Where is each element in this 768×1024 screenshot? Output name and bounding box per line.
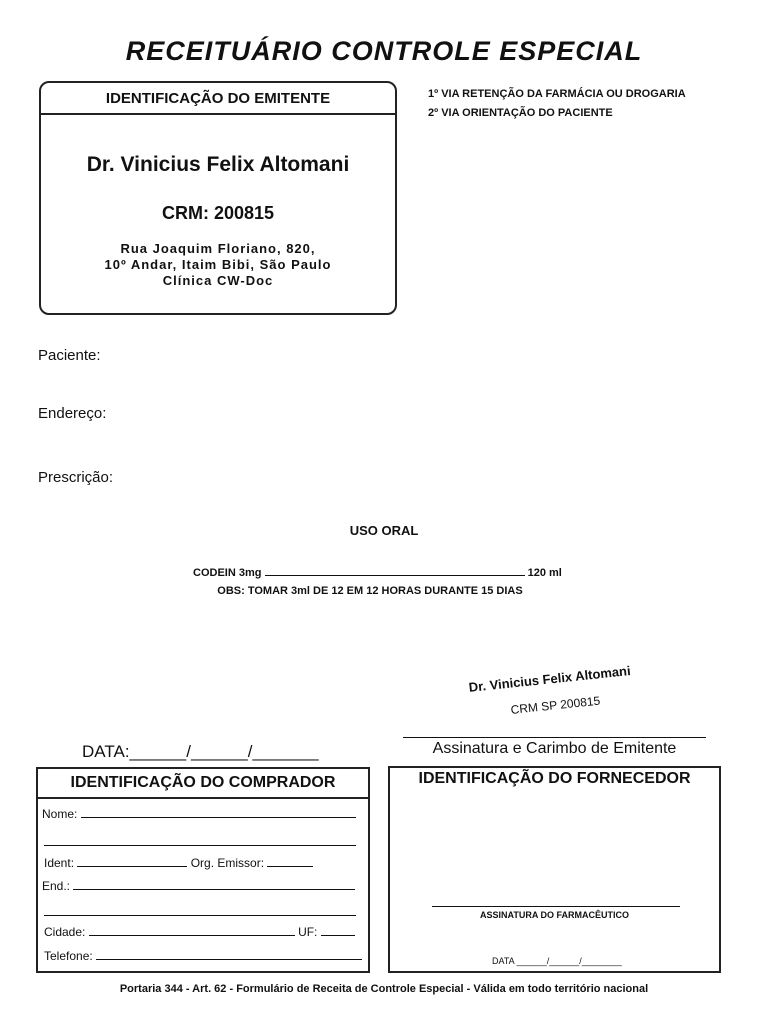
prescription-obs: OBS: TOMAR 3ml DE 12 EM 12 HORAS DURANTE 15 DIAS [217,585,523,597]
route-label: USO ORAL [349,523,419,538]
emitente-box [39,81,397,315]
telefone-line[interactable] [96,959,362,960]
address-line-1: Rua Joaquim Floriano, 820, [120,241,316,256]
paciente-label: Paciente: [38,347,101,364]
nome-row-2[interactable] [44,831,356,849]
via-1: 1º VIA RETENÇÃO DA FARMÁCIA OU DROGARIA [428,88,686,100]
drug-quantity: 120 ml [527,567,562,579]
stamp-crm: CRM SP 200815 [510,693,601,717]
nome-line[interactable] [81,817,356,818]
signature-label: Assinatura e Carimbo de Emitente [432,740,677,757]
end-row[interactable] [42,879,355,893]
doctor-crm: CRM: 200815 [161,203,275,223]
footer-text: Portaria 344 - Art. 62 - Formulário de Receita de Controle Especial - Válida em todo território nacional [119,983,649,995]
date-field[interactable]: DATA:______/______/_______ [82,742,319,761]
emitente-heading: IDENTIFICAÇÃO DO EMITENTE [41,83,395,115]
farmaceutico-signature-line[interactable] [432,906,680,907]
nome-label: Nome: [42,807,78,821]
end-row-2[interactable] [44,901,356,919]
drug-fill-line [265,575,525,576]
endereco-label: Endereço: [38,405,107,422]
end-label: End.: [42,879,71,893]
cidade-label: Cidade: [44,925,86,939]
via-2: 2º VIA ORIENTAÇÃO DO PACIENTE [428,107,613,119]
prescription-line [193,567,562,579]
uf-label: UF: [298,925,318,939]
signature-line [403,737,706,738]
end-line[interactable] [73,889,355,890]
org-emissor-label: Org. Emissor: [190,856,265,870]
fornecedor-date-field[interactable]: DATA ______/______/________ [492,956,622,966]
ident-line[interactable] [77,866,187,867]
form-title: RECEITUÁRIO CONTROLE ESPECIAL [125,36,643,66]
org-emissor-line[interactable] [267,866,313,867]
prescricao-label: Prescrição: [38,469,114,486]
cidade-row[interactable] [44,925,355,939]
end-line-2[interactable] [44,901,356,916]
fornecedor-box [388,766,721,973]
address-line-3: Clínica CW-Doc [162,273,274,288]
ident-label: Ident: [44,856,75,870]
nome-line-2[interactable] [44,831,356,846]
drug-name: CODEIN 3mg [193,567,262,579]
telefone-row[interactable] [44,949,362,963]
farmaceutico-signature-label: ASSINATURA DO FARMACÊUTICO [480,910,629,920]
fornecedor-heading: IDENTIFICAÇÃO DO FORNECEDOR [418,770,691,787]
comprador-heading: IDENTIFICAÇÃO DO COMPRADOR [38,769,368,799]
telefone-label: Telefone: [44,949,93,963]
cidade-line[interactable] [89,935,295,936]
doctor-address [41,241,395,289]
stamp-name: Dr. Vinicius Felix Altomani [468,663,632,695]
ident-row[interactable] [44,856,313,870]
comprador-box [36,767,370,973]
doctor-name: Dr. Vinicius Felix Altomani [86,153,350,176]
address-line-2: 10º Andar, Itaim Bibi, São Paulo [104,257,332,272]
nome-row[interactable] [42,807,356,821]
uf-line[interactable] [321,935,355,936]
